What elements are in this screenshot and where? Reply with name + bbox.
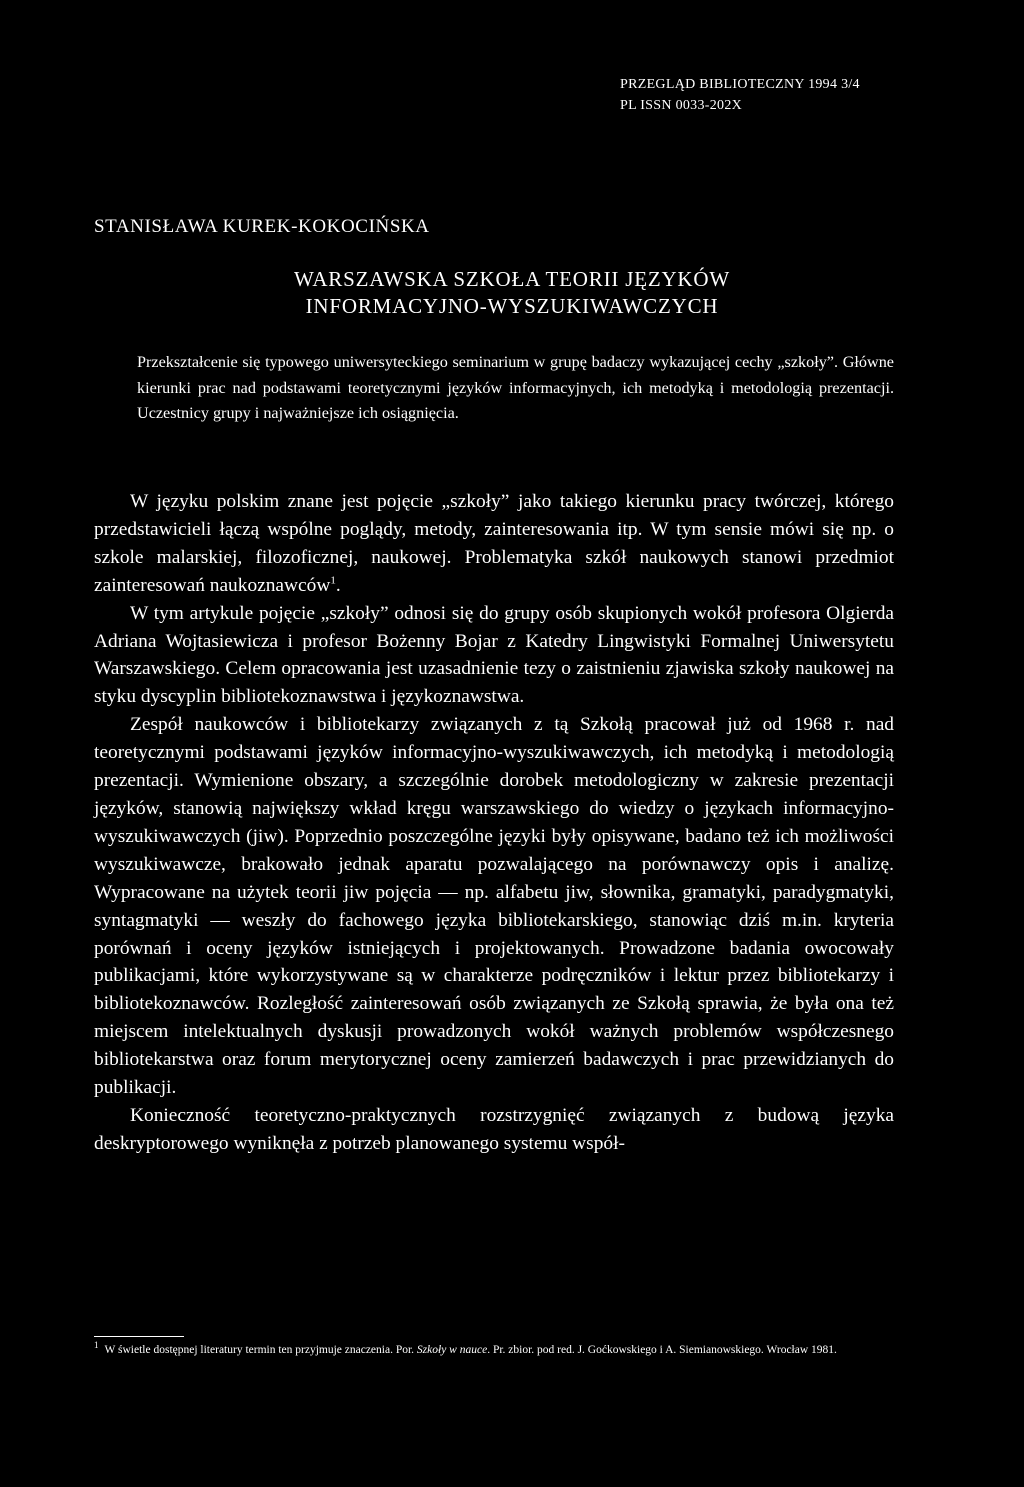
footnote-reference: 1 <box>330 574 336 587</box>
paragraph-2: W tym artykule pojęcie „szkoły” odnosi się do grupy osób skupionych wokół profesora Olgierda Adriana Wojtasiewicza i profesor Bożenny Bojar z Katedry Lingwistyki Formalnej Uniwersytetu Warszawskiego. Celem opracowania jest uzasadnienie tezy o zaistnieniu zjawiska szkoły naukowej na styku dyscyplin bibliotekoznawstwa i językoznawstwa. <box>94 602 894 708</box>
footnote-rule <box>94 1336 184 1337</box>
issn-line: PL ISSN 0033-202X <box>620 98 743 113</box>
paragraph-3: Zespół naukowców i bibliotekarzy związanych z tą Szkołą pracował już od 1968 r. nad teoretycznymi podstawami języków informacyjno-wyszukiwawczych, ich metodyką i metodologią prezentacji. Wymienione obszary, a szczególnie dorobek metodologiczny w zakresie prezentacji języków, stanowią największy wkład kręgu warszawskiego do wiedzy o językach informacyjno-wyszukiwawczych (jiw). Poprzednio poszczególne języki były opisywane, badano też ich możliwości wyszukiwawcze, brakowało jednak aparatu pozwalającego na porównawczy opis i analizę. Wypracowane na użytek teorii jiw pojęcia — np. alfabetu jiw, słownika, gramatyki, paradygmatyki, syntagmatyki — weszły do fachowego języka bibliotekarskiego, stanowiąc dziś m.in. kryteria porównań i oceny języków istniejących i projektowanych. Prowadzone badania owocowały publikacjami, które wykorzystywane są w charakterze podręczników i lektur przez bibliotekarzy i bibliotekoznawców. Rozległość zainteresowań osób związanych ze Szkołą sprawia, że była ona też miejscem intelektualnych dyskusji prowadzonych wokół ważnych problemów współczesnego bibliotekarstwa oraz forum merytorycznej oceny zamierzeń badawczych i prac przewidzianych do publikacji. <box>94 714 894 1099</box>
article-title <box>94 266 930 320</box>
title-line-2: INFORMACYJNO-WYSZUKIWAWCZYCH <box>305 294 719 318</box>
paragraph-1-end: . <box>335 574 341 596</box>
article-author: STANISŁAWA KUREK-KOKOCIŃSKA <box>94 216 430 237</box>
footnote-mark: 1 <box>94 1340 99 1351</box>
journal-line: PRZEGLĄD BIBLIOTECZNY 1994 3/4 <box>620 77 860 92</box>
footnote-text-b: . Pr. zbior. pod red. J. Goćkowskiego i A. Siemianowskiego. Wrocław 1981. <box>487 1344 837 1356</box>
paragraph-4: Konieczność teoretyczno-praktycznych rozstrzygnięć związanych z budową języka deskryptorowego wyniknęła z potrzeb planowanego systemu współ- <box>94 1104 894 1154</box>
title-line-1: WARSZAWSKA SZKOŁA TEORII JĘZYKÓW <box>294 267 730 291</box>
footnote-book-title: Szkoły w nauce <box>416 1344 488 1356</box>
article-body <box>94 488 894 1158</box>
footnote-text-a: W świetle dostępnej literatury termin ten przyjmuje znaczenia. Por. <box>104 1344 417 1356</box>
paragraph-1 <box>94 488 894 600</box>
paragraph-1-text: W języku polskim znane jest pojęcie „szkoły” jako takiego kierunku pracy twórczej, którego przedstawicieli łączą wspólne poglądy, metody, zainteresowania itp. W tym sensie mówi się np. o szkole malarskiej, filozoficznej, naukowej. Problematyka szkół naukowych stanowi przedmiot zainteresowań naukoznawców <box>94 491 894 596</box>
abstract: Przekształcenie się typowego uniwersyteckiego seminarium w grupę badaczy wykazującej cechy „szkoły”. Główne kierunki prac nad podstawami teoretycznymi języków informacyjnych, ich metodyką i metodologią prezentacji. Uczestnicy grupy i najważniejsze ich osiągnięcia. <box>137 353 894 422</box>
footnote <box>94 1342 894 1359</box>
journal-header <box>620 74 860 116</box>
